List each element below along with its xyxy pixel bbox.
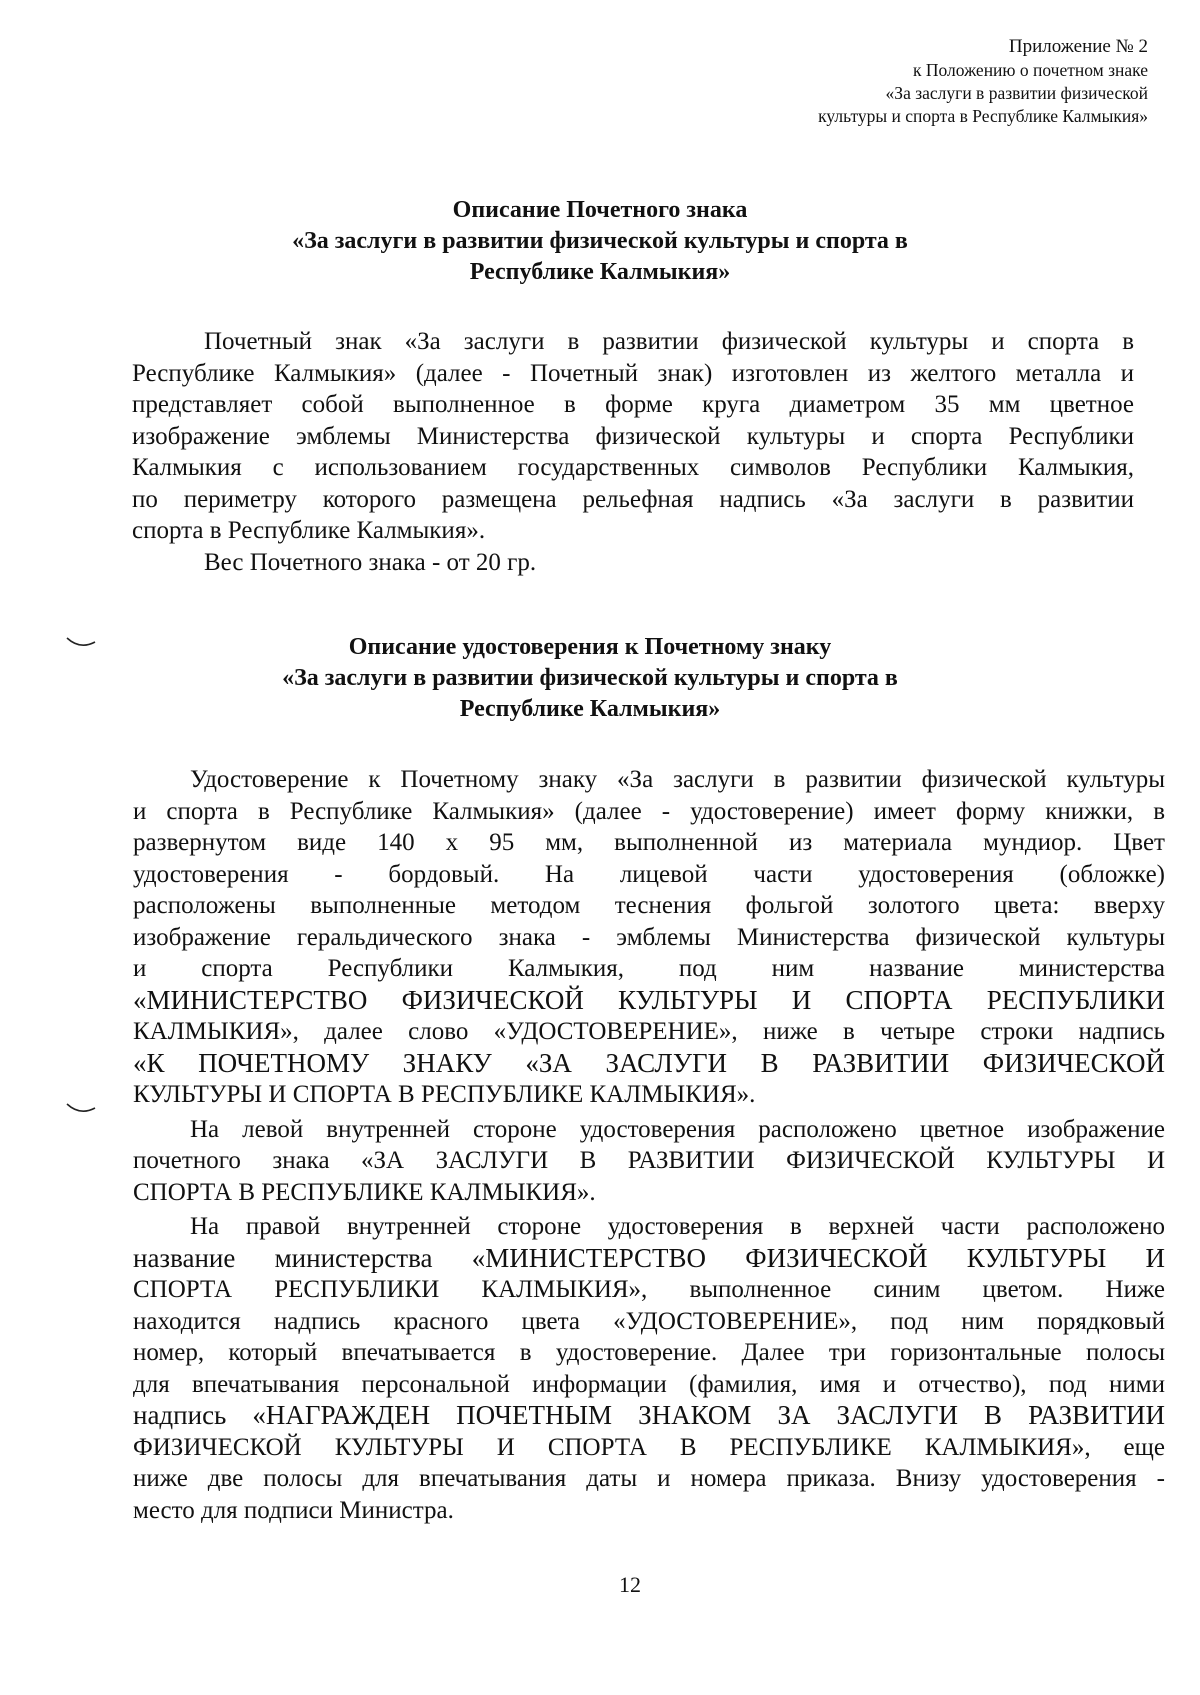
text-line: ФИЗИЧЕСКОЙ КУЛЬТУРЫ И СПОРТА В РЕСПУБЛИКЕ КАЛМЫКИЯ», еще [133,1433,1165,1461]
text-line: КАЛМЫКИЯ», далее слово «УДОСТОВЕРЕНИЕ», ниже в четыре строки надпись [133,1018,1165,1045]
title-line: Описание удостоверения к Почетному знаку [348,634,832,660]
text-line: и спорта Республики Калмыкия, под ним название министерства [133,955,1165,982]
title-line: «За заслуги в развитии физической культуры и спорта в [282,665,898,691]
text-line: представляет собой выполненное в форме круга диаметром 35 мм цветное [132,391,1134,418]
text-line: надпись «НАГРАЖДЕН ПОЧЕТНЫМ ЗНАКОМ ЗА ЗАСЛУГИ В РАЗВИТИИ [133,1400,1165,1430]
header-line: к Положению о почетном знаке [912,60,1148,80]
title-line: Описание Почетного знака [452,197,748,223]
text-line: почетного знака «ЗА ЗАСЛУГИ В РАЗВИТИИ ФИЗИЧЕСКОЙ КУЛЬТУРЫ И [133,1147,1165,1174]
header-line: «За заслуги в развитии физической [885,83,1148,103]
text-line: Почетный знак «За заслуги в развитии физической культуры и спорта в [204,328,1134,355]
text-line: и спорта в Республике Калмыкия» (далее - удостоверение) имеет форму книжки, в [133,797,1165,825]
text-line: «К ПОЧЕТНОМУ ЗНАКУ «ЗА ЗАСЛУГИ В РАЗВИТИИ ФИЗИЧЕСКОЙ [133,1047,1165,1078]
text-line: «МИНИСТЕРСТВО ФИЗИЧЕСКОЙ КУЛЬТУРЫ И СПОРТА РЕСПУБЛИКИ [133,984,1165,1015]
text-line: Вес Почетного знака - от 20 гр. [204,548,537,576]
text-line: ниже две полосы для впечатывания даты и номера приказа. Внизу удостоверения - [133,1465,1165,1492]
text-line: Удостоверение к Почетному знаку «За заслуги в развитии физической культуры [190,766,1165,793]
text-line: Республике Калмыкия» (далее - Почетный знак) изготовлен из желтого металла и [132,359,1134,387]
text-line: изображение эмблемы Министерства физической культуры и спорта Республики [132,422,1134,450]
title-line: «За заслуги в развитии физической культуры и спорта в [292,228,908,254]
header-line: культуры и спорта в Республике Калмыкия» [818,106,1148,126]
text-line: номер, который впечатывается в удостоверение. Далее три горизонтальные полосы [133,1339,1165,1366]
page-number: 12 [619,1572,641,1597]
appendix-header [818,34,1148,128]
text-line: изображение геральдического знака - эмблемы Министерства физической культуры [133,923,1165,951]
section2-body [133,764,1165,1526]
text-line: спорта в Республике Калмыкия». [132,517,486,544]
text-line: Калмыкия с использованием государственных символов Республики Калмыкия, [132,454,1134,481]
title-line: Республике Калмыкия» [469,259,731,285]
margin-tick-mark [66,636,96,650]
text-line: На правой внутренней стороне удостоверения в верхней части расположено [190,1213,1165,1240]
text-line: для впечатывания персональной информации (фамилия, имя и отчество), под ними [133,1370,1165,1398]
text-line: удостоверения - бордовый. На лицевой части удостоверения (обложке) [133,860,1165,888]
text-line: КУЛЬТУРЫ И СПОРТА В РЕСПУБЛИКЕ КАЛМЫКИЯ». [133,1081,756,1108]
section1-body [132,326,1134,578]
title-line: Республике Калмыкия» [459,696,721,722]
text-line: На левой внутренней стороне удостоверения расположено цветное изображение [190,1115,1165,1143]
text-line: расположены выполненные методом теснения фольгой золотого цвета: вверху [133,892,1165,919]
text-line: название министерства «МИНИСТЕРСТВО ФИЗИЧЕСКОЙ КУЛЬТУРЫ И [133,1242,1165,1273]
text-line: находится надпись красного цвета «УДОСТОВЕРЕНИЕ», под ним порядковый [133,1307,1165,1335]
text-line: СПОРТА РЕСПУБЛИКИ КАЛМЫКИЯ», выполненное синим цветом. Ниже [133,1276,1165,1303]
section1-title [130,195,1070,288]
text-line: по периметру которого размещена рельефная надпись «За заслуги в развитии [132,485,1134,513]
text-line: место для подписи Министра. [133,1496,454,1524]
header-line: Приложение № 2 [1008,36,1148,57]
margin-tick-mark [66,1102,96,1116]
text-line: СПОРТА В РЕСПУБЛИКЕ КАЛМЫКИЯ». [133,1178,596,1206]
section2-title [120,632,1060,725]
text-line: развернутом виде 140 х 95 мм, выполненной из материала мундиор. Цвет [133,829,1165,856]
